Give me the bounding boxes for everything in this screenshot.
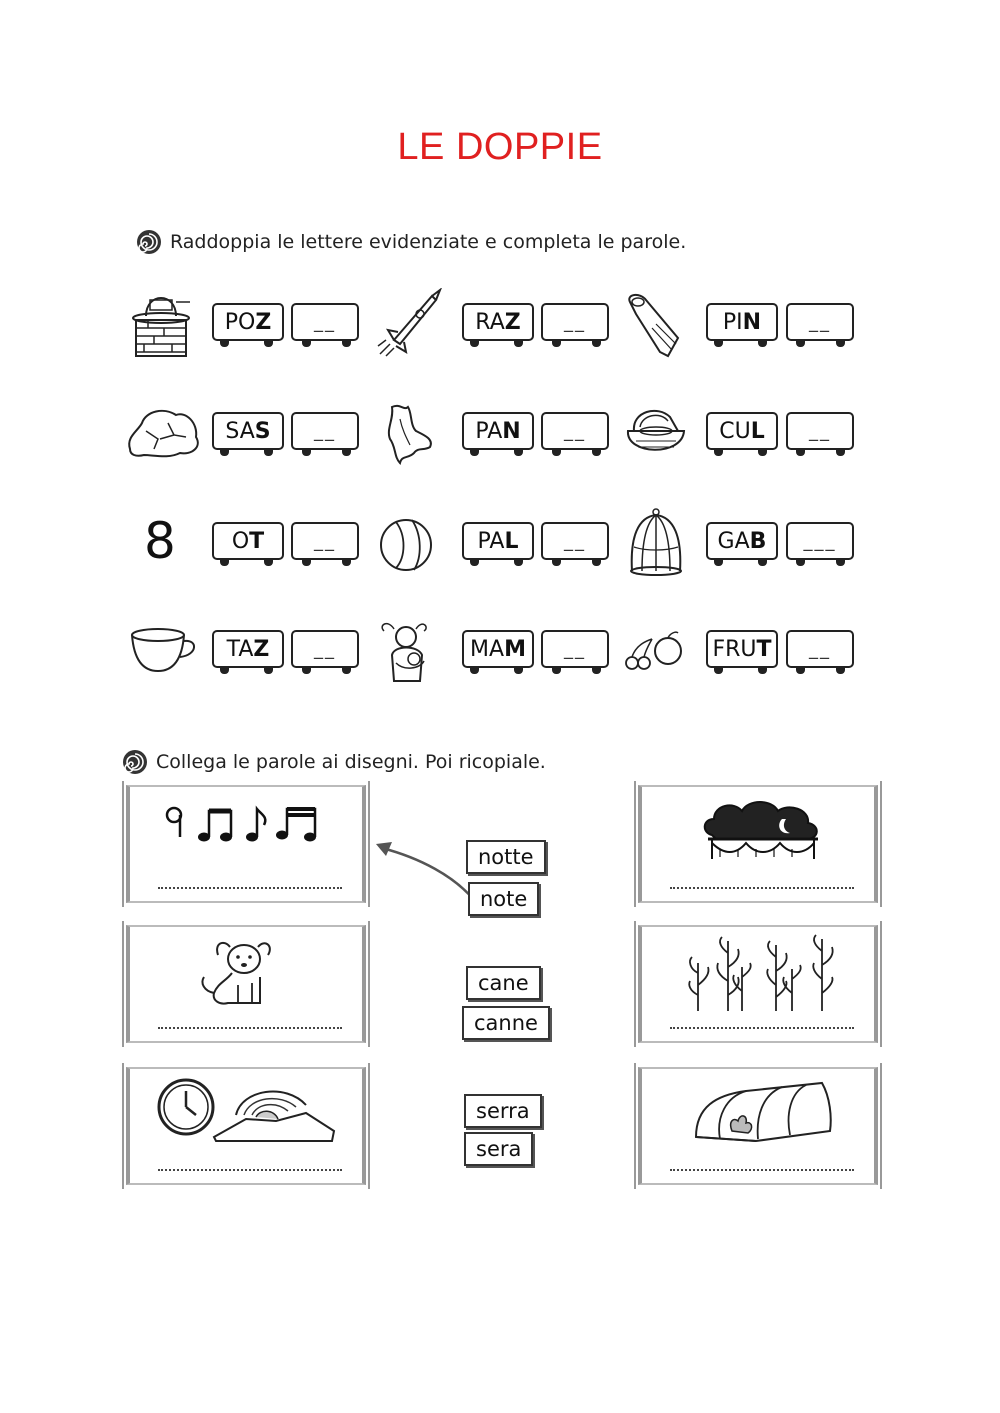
highlight-letter: T	[756, 636, 772, 662]
answer-box[interactable]: __	[291, 630, 359, 668]
word-prefix: CU	[719, 418, 751, 444]
cage-icon	[616, 507, 696, 577]
word-prefix: MA	[470, 636, 505, 662]
copy-line[interactable]	[670, 1027, 854, 1029]
clock-sunset-icon	[156, 1075, 346, 1145]
copy-line[interactable]	[158, 1027, 342, 1029]
wagon-wheels	[462, 341, 609, 349]
highlight-letter: T	[249, 528, 265, 554]
copy-line[interactable]	[670, 887, 854, 889]
wagon-wheels	[212, 668, 359, 676]
word-tag[interactable]: canne	[462, 1006, 550, 1040]
instruction-1-text: Raddoppia le lettere evidenziate e completa le parole.	[170, 231, 687, 253]
word-tag[interactable]: notte	[466, 840, 546, 874]
word-box	[212, 522, 284, 560]
answer-box[interactable]: __	[786, 412, 854, 450]
exercise-row-1	[124, 283, 864, 363]
answer-box[interactable]: __	[541, 303, 609, 341]
highlight-letter: N	[502, 418, 521, 444]
wagon-wheels	[706, 560, 853, 568]
highlight-letter: Z	[255, 309, 272, 335]
wagon-wheels	[706, 668, 853, 676]
highlight-letter: M	[504, 636, 526, 662]
exercise-item	[124, 610, 374, 690]
word-prefix: PA	[475, 418, 503, 444]
highlight-letter: N	[742, 309, 762, 335]
answer-box[interactable]: __	[541, 522, 609, 560]
wagon-wheels	[212, 450, 359, 458]
word-prefix: GA	[717, 528, 750, 554]
cup-icon	[124, 615, 204, 685]
greenhouse-icon	[686, 1077, 836, 1147]
word-box	[462, 412, 534, 450]
exercise-item	[124, 283, 374, 363]
word-tag[interactable]: sera	[464, 1132, 533, 1166]
word-box	[706, 522, 778, 560]
picture-frame-left-1	[126, 785, 366, 903]
wagon-wheels	[462, 450, 609, 458]
highlight-letter: Z	[504, 309, 521, 335]
highlight-letter: L	[750, 418, 765, 444]
exercise-item	[616, 283, 866, 363]
word-prefix: TA	[226, 636, 254, 662]
word-box	[462, 522, 534, 560]
picture-frame-right-3	[638, 1067, 878, 1185]
page-title: LE DOPPIE	[397, 126, 603, 168]
picture-frame-left-2	[126, 925, 366, 1043]
word-box	[706, 303, 778, 341]
word-prefix: FRU	[712, 636, 757, 662]
mother-baby-icon	[374, 615, 454, 685]
exercise-item	[616, 610, 866, 690]
copy-line[interactable]	[158, 1169, 342, 1171]
rocket-icon	[374, 288, 454, 358]
copy-line[interactable]	[670, 1169, 854, 1171]
word-prefix: O	[231, 528, 250, 554]
wagon-wheels	[706, 450, 853, 458]
word-box	[706, 630, 778, 668]
picture-frame-right-2	[638, 925, 878, 1043]
cloth-icon	[374, 397, 454, 467]
highlight-letter: L	[504, 528, 519, 554]
word-tag[interactable]: serra	[464, 1094, 542, 1128]
picture-frame-left-3	[126, 1067, 366, 1185]
exercise-row-3	[124, 502, 864, 582]
exercise-item	[124, 502, 374, 582]
word-prefix: SA	[225, 418, 255, 444]
exercise-item	[374, 502, 624, 582]
well-icon	[124, 288, 204, 358]
word-tag[interactable]: note	[468, 882, 539, 916]
instruction-2	[122, 749, 546, 775]
ball-icon	[374, 507, 454, 577]
answer-box[interactable]: __	[786, 630, 854, 668]
highlight-letter: Z	[253, 636, 270, 662]
arrow-icon	[370, 836, 480, 906]
word-prefix: PA	[477, 528, 505, 554]
dog-icon	[188, 937, 278, 1009]
spiral-icon	[122, 749, 148, 775]
answer-box[interactable]: __	[541, 630, 609, 668]
highlight-letter: B	[749, 528, 767, 554]
highlight-letter: S	[254, 418, 271, 444]
exercise-item	[374, 392, 624, 472]
wagon-wheels	[462, 560, 609, 568]
word-box	[212, 303, 284, 341]
cane-plants-icon	[684, 933, 844, 1013]
exercise-item	[616, 392, 866, 472]
cradle-icon	[616, 397, 696, 467]
word-box	[706, 412, 778, 450]
wagon-wheels	[462, 668, 609, 676]
number-eight: 8	[144, 512, 176, 570]
rock-icon	[124, 397, 204, 467]
instruction-2-text: Collega le parole ai disegni. Poi ricopiale.	[156, 751, 546, 773]
answer-box[interactable]: __	[541, 412, 609, 450]
music-notes-icon	[160, 801, 340, 851]
wagon-wheels	[706, 341, 853, 349]
exercise-item	[374, 283, 624, 363]
word-prefix: RA	[475, 309, 505, 335]
answer-box[interactable]: __	[291, 303, 359, 341]
answer-box[interactable]: __	[291, 412, 359, 450]
word-prefix: PO	[224, 309, 256, 335]
answer-box[interactable]: __	[291, 522, 359, 560]
word-box	[212, 412, 284, 450]
copy-line[interactable]	[158, 887, 342, 889]
night-sky-icon	[698, 799, 828, 863]
word-prefix: PI	[722, 309, 743, 335]
wagon-wheels	[212, 560, 359, 568]
exercise-row-2	[124, 392, 864, 472]
flipper-icon	[616, 288, 696, 358]
exercise-row-4	[124, 610, 864, 690]
word-box	[462, 303, 534, 341]
spiral-icon	[136, 229, 162, 255]
answer-box[interactable]: __	[786, 303, 854, 341]
word-box	[462, 630, 534, 668]
exercise-item	[124, 392, 374, 472]
word-box	[212, 630, 284, 668]
wagon-wheels	[212, 341, 359, 349]
exercise-item	[616, 502, 866, 582]
exercise-item	[374, 610, 624, 690]
picture-frame-right-1	[638, 785, 878, 903]
instruction-1	[136, 229, 686, 255]
fruit-icon	[616, 615, 696, 685]
answer-box[interactable]: ___	[786, 522, 854, 560]
word-tag[interactable]: cane	[466, 966, 541, 1000]
